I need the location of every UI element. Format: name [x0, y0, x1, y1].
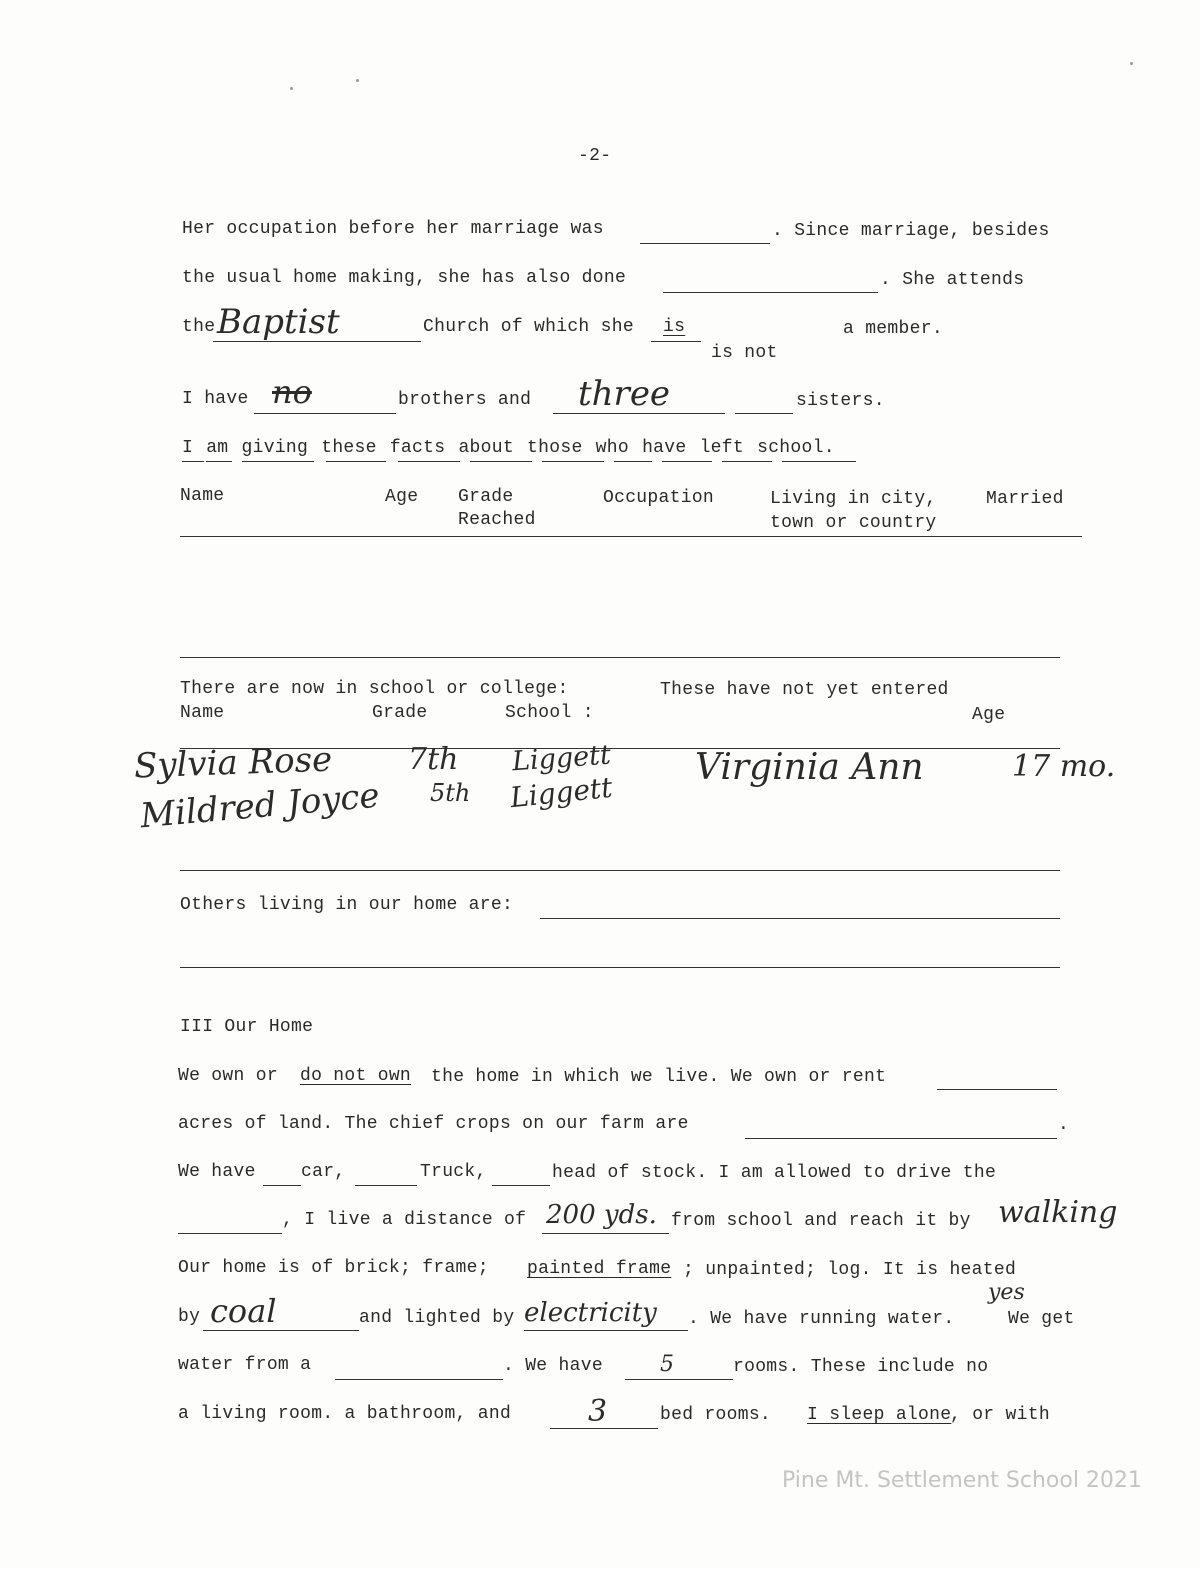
- heat-blank[interactable]: [203, 1330, 359, 1331]
- rooms-value: 5: [660, 1352, 674, 1377]
- heat-value: coal: [210, 1292, 277, 1330]
- bedrooms-label: bed rooms.: [660, 1405, 772, 1425]
- sisters-blank-2[interactable]: [735, 413, 793, 414]
- reach-label: from school and reach it by: [671, 1211, 971, 1231]
- section-title: III Our Home: [180, 1017, 314, 1037]
- sleep-alone-option: I sleep alone: [807, 1405, 952, 1425]
- home-making-label: the usual home making, she has also done: [182, 268, 627, 288]
- car-blank[interactable]: [263, 1185, 301, 1186]
- paper-speck: [290, 87, 293, 90]
- sisters-value: three: [578, 374, 671, 414]
- heading-underline: [614, 461, 652, 462]
- lighted-label: and lighted by: [359, 1308, 515, 1328]
- student-2-school: Liggett: [508, 770, 614, 815]
- distance-blank[interactable]: [542, 1233, 669, 1234]
- by-label: by: [178, 1307, 201, 1327]
- crops-label: acres of land. The chief crops on our farm are: [178, 1114, 689, 1134]
- heading-underline: [470, 461, 532, 462]
- rooms-label: rooms. These include no: [733, 1357, 989, 1377]
- is-member-option: is: [663, 317, 686, 337]
- running-water-label: . We have running water.: [688, 1309, 955, 1329]
- bedrooms-value: 3: [588, 1394, 608, 1429]
- truck-blank[interactable]: [355, 1185, 417, 1186]
- in-school-col-name: Name: [180, 703, 225, 723]
- sisters-label: sisters.: [796, 391, 885, 411]
- occupation-label: Her occupation before her marriage was: [182, 219, 604, 239]
- page-number: -2-: [578, 146, 612, 166]
- car-label: car,: [301, 1162, 346, 1182]
- drive-blank[interactable]: [178, 1233, 282, 1234]
- in-school-col-grade: Grade: [372, 703, 428, 723]
- living-room-label: a living room. a bathroom, and: [178, 1404, 512, 1424]
- in-school-bottom-rule: [180, 870, 1060, 871]
- home-material-label: Our home is of brick; frame;: [178, 1258, 489, 1278]
- not-entered-heading: These have not yet entered: [660, 680, 949, 700]
- col-age: Age: [385, 487, 419, 507]
- light-blank[interactable]: [524, 1330, 688, 1331]
- have-label: We have: [178, 1162, 256, 1182]
- student-1-grade: 7th: [408, 742, 459, 777]
- col-living: Living in city,: [770, 489, 937, 509]
- col-grade-reached: Reached: [458, 510, 536, 530]
- stock-label: head of stock. I am allowed to drive the: [552, 1163, 997, 1183]
- paper-speck: [1130, 62, 1133, 65]
- heading-underline: [242, 461, 314, 462]
- heading-underline: [206, 461, 232, 462]
- water-from-label: water from a: [178, 1355, 312, 1375]
- in-school-col-age: Age: [972, 705, 1006, 725]
- paper-speck: [356, 79, 359, 82]
- brothers-value: no: [272, 373, 312, 411]
- heading-underline: [722, 461, 772, 462]
- own-rent-label: the home in which we live. We own or rent: [431, 1067, 887, 1087]
- others-label: Others living in our home are:: [180, 895, 514, 915]
- acres-blank[interactable]: [937, 1089, 1057, 1090]
- church-label: Church of which she: [423, 317, 634, 337]
- distance-label: , I live a distance of: [282, 1210, 527, 1230]
- col-name: Name: [180, 486, 225, 506]
- col-married: Married: [986, 489, 1064, 509]
- student-2-name: Mildred Joyce: [138, 775, 382, 837]
- is-not-option: is not: [711, 343, 778, 363]
- col-living-2: town or country: [770, 513, 937, 533]
- light-value: electricity: [524, 1298, 657, 1328]
- reach-value: walking: [998, 1195, 1118, 1230]
- heading-underline: [782, 461, 856, 462]
- own-label: We own or: [178, 1066, 278, 1086]
- others-blank[interactable]: [540, 918, 1060, 919]
- painted-frame-option: painted frame: [527, 1259, 672, 1279]
- crops-end: .: [1058, 1115, 1070, 1135]
- col-occupation: Occupation: [603, 488, 715, 508]
- table-header-rule: [180, 536, 1082, 537]
- running-water-value: yes: [988, 1280, 1025, 1305]
- member-label: a member.: [843, 319, 943, 339]
- occupation-label-cont: . Since marriage, besides: [772, 221, 1050, 241]
- truck-label: Truck,: [420, 1162, 487, 1182]
- do-not-own-option: do not own: [300, 1066, 412, 1086]
- col-grade: Grade: [458, 487, 514, 507]
- church-blank[interactable]: [213, 341, 421, 342]
- table-bottom-rule: [180, 657, 1060, 658]
- water-source-blank[interactable]: [335, 1379, 503, 1380]
- is-member-blank[interactable]: [651, 341, 701, 342]
- in-school-heading: There are now in school or college:: [180, 679, 569, 699]
- church-value: Baptist: [217, 302, 340, 342]
- heading-underline: [182, 461, 204, 462]
- brothers-label: brothers and: [398, 390, 532, 410]
- heading-underline: [662, 461, 712, 462]
- rooms-prefix: . We have: [503, 1356, 603, 1376]
- heading-underline: [542, 461, 604, 462]
- student-1-name: Sylvia Rose: [133, 739, 333, 787]
- others-blank-2[interactable]: [180, 967, 1060, 968]
- not-yet-name: Virginia Ann: [695, 747, 924, 788]
- attends-label: . She attends: [880, 270, 1025, 290]
- student-2-grade: 5th: [430, 779, 471, 807]
- rooms-blank[interactable]: [625, 1379, 733, 1380]
- brothers-blank[interactable]: [254, 413, 396, 414]
- have-label: I have: [182, 389, 249, 409]
- get-label: We get: [1008, 1309, 1075, 1329]
- in-school-col-school: School :: [505, 703, 594, 723]
- occupation-blank[interactable]: [640, 243, 770, 244]
- heading-underline: [398, 461, 460, 462]
- heading-underline: [326, 461, 386, 462]
- not-yet-age: 17 mo.: [1012, 749, 1116, 784]
- heated-label: ; unpainted; log. It is heated: [683, 1260, 1017, 1280]
- sisters-blank[interactable]: [553, 413, 725, 414]
- church-prefix: the: [182, 317, 216, 337]
- sleep-with-label: , or with: [950, 1405, 1050, 1425]
- left-school-heading: I am giving these facts about those who have left school.: [182, 438, 835, 458]
- crops-blank[interactable]: [745, 1138, 1057, 1139]
- distance-value: 200 yds.: [546, 1200, 657, 1230]
- bedrooms-blank[interactable]: [550, 1428, 658, 1429]
- student-1-school: Liggett: [511, 739, 612, 778]
- watermark: Pine Mt. Settlement School 2021: [782, 1468, 1142, 1493]
- also-done-blank[interactable]: [663, 292, 878, 293]
- stock-blank[interactable]: [492, 1185, 550, 1186]
